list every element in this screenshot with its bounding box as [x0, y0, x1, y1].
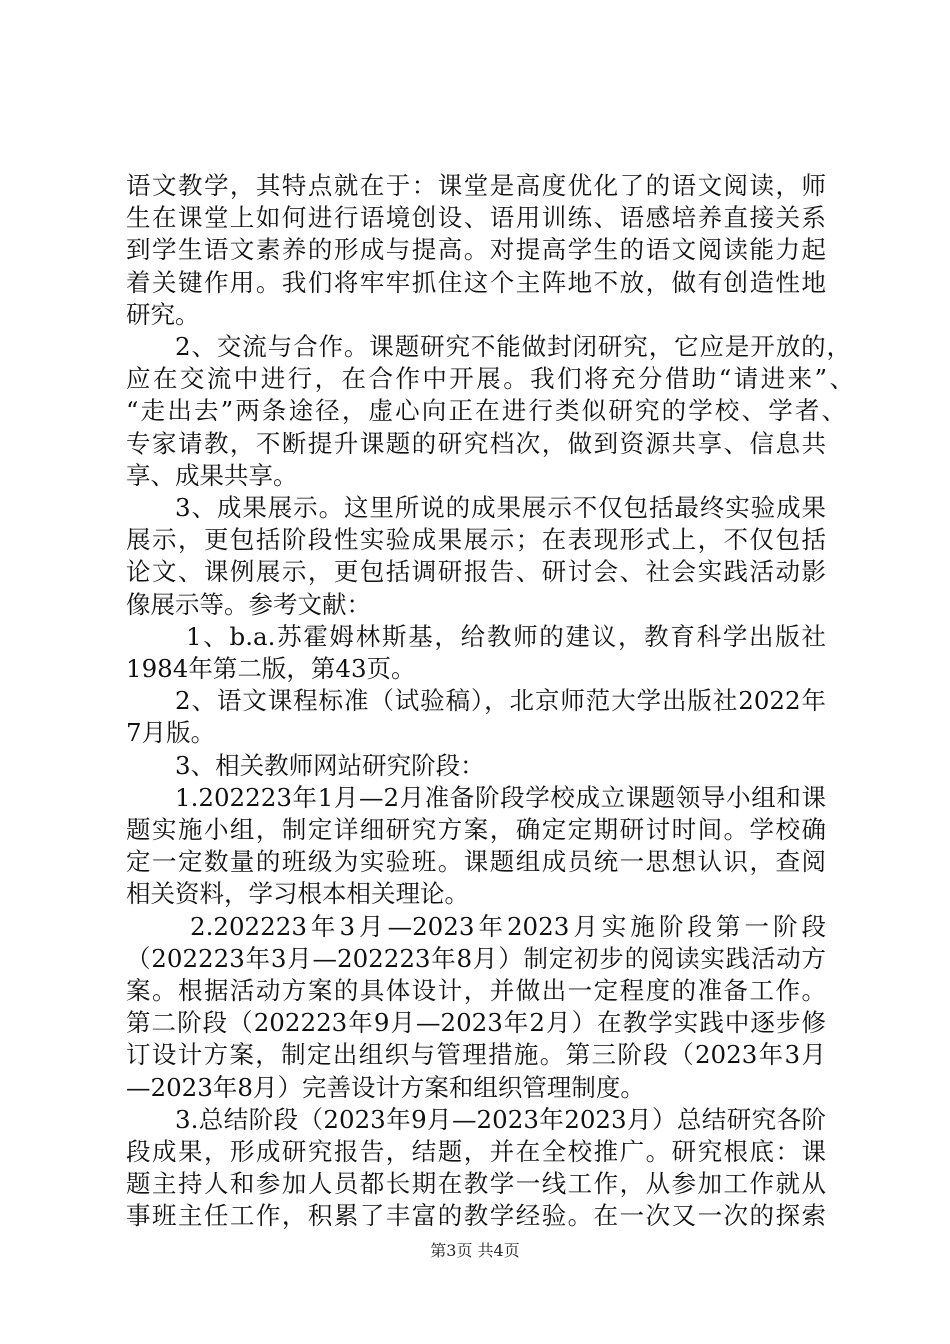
page-footer: 第3页 共4页: [430, 1241, 520, 1261]
paragraph-start-line: 3.总结阶段（2023年9月—2023年2023月）总结研究各阶: [175, 1104, 826, 1134]
body-line: 事班主任工作，积累了丰富的教学经验。在一次又一次的探索: [126, 1201, 826, 1231]
body-line: 第二阶段（202223年9月—2023年2月）在教学实践中逐步修: [126, 1008, 826, 1038]
reference-line: 2、语文课程标准（试验稿），北京师范大学出版社2022年: [175, 686, 826, 716]
body-line: 题主持人和参加人员都长期在教学一线工作，从参加工作就从: [126, 1169, 826, 1199]
body-line: 订设计方案，制定出组织与管理措施。第三阶段（2023年3月: [126, 1040, 826, 1070]
body-line: 论文、课例展示，更包括调研报告、研讨会、社会实践活动影: [126, 557, 826, 587]
reference-line: 1、b.a.苏霍姆林斯基，给教师的建议，教育科学出版社: [186, 621, 826, 651]
body-line: 享、成果共享。: [126, 460, 298, 490]
body-line: 定一定数量的班级为实验班。课题组成员统一思想认识，查阅: [126, 847, 826, 877]
body-line: 应在交流中进行，在合作中开展。我们将充分借助“请进来”、: [126, 364, 854, 394]
reference-line: 7月版。: [126, 718, 216, 748]
body-line: 生在课堂上如何进行语境创设、语用训练、语感培养直接关系: [126, 203, 826, 233]
body-line: 案。根据活动方案的具体设计，并做出一定程度的准备工作。: [126, 976, 826, 1005]
paragraph-start-line: 1.202223年1月—2月准备阶段学校成立课题领导小组和课: [175, 782, 826, 812]
body-line: 专家请教，不断提升课题的研究档次，做到资源共享、信息共: [126, 428, 826, 458]
body-line: “走出去”两条途径，虚心向正在进行类似研究的学校、学者、: [126, 396, 846, 426]
paragraph-start-line: 2.202223年3月—2023年2023月实施阶段第一阶段: [190, 911, 826, 941]
reference-line: 1984年第二版，第43页。: [126, 654, 416, 683]
body-line: 研究。: [126, 299, 200, 329]
body-line: 段成果，形成研究报告，结题，并在全校推广。研究根底：课: [126, 1137, 826, 1166]
body-line: 相关资料，学习根本相关理论。: [126, 879, 469, 909]
body-line: 到学生语文素养的形成与提高。对提高学生的语文阅读能力起: [126, 235, 826, 265]
body-line: 展示，更包括阶段性实验成果展示；在表现形式上，不仅包括: [126, 525, 826, 555]
body-line: （202223年3月—202223年8月）制定初步的阅读实践活动方: [126, 943, 826, 973]
body-line: 像展示等。参考文献：: [126, 589, 371, 619]
body-line: 题实施小组，制定详细研究方案，确定定期研讨时间。学校确: [126, 815, 826, 844]
body-line: 语文教学，其特点就在于：课堂是高度优化了的语文阅读，师: [126, 171, 826, 200]
reference-line: 3、相关教师网站研究阶段：: [175, 750, 485, 780]
body-line: 着关键作用。我们将牢牢抓住这个主阵地不放，做有创造性地: [126, 267, 826, 297]
paragraph-start-line: 2、交流与合作。课题研究不能做封闭研究，它应是开放的，: [175, 332, 851, 361]
body-line: —2023年8月）完善设计方案和组织管理制度。: [126, 1072, 645, 1102]
paragraph-start-line: 3、成果展示。这里所说的成果展示不仅包括最终实验成果: [175, 493, 826, 522]
